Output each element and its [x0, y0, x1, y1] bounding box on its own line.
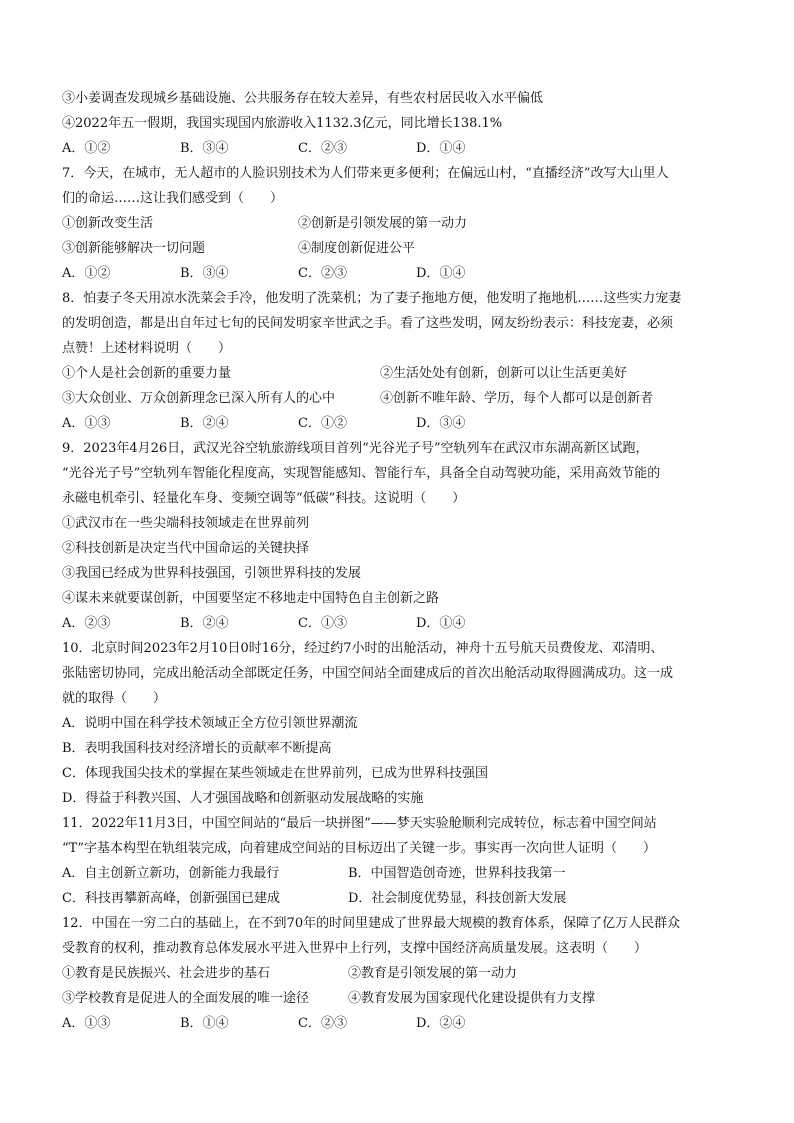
- q8-option-b[interactable]: B．②④: [180, 416, 229, 431]
- q7-statements-row-1: [62, 211, 734, 236]
- q7-statement-3: ③创新能够解决一切问题: [62, 241, 206, 256]
- q7-stem-line-2: 们的命运……这让我们感受到（ ）: [62, 191, 284, 206]
- q6-options: [62, 136, 734, 161]
- q8-option-a[interactable]: A．①③: [62, 416, 111, 431]
- q7-option-a[interactable]: A．①②: [62, 266, 111, 281]
- q8-stem-line-2: 的发明创造，都是出自年过七旬的民间发明家辛世武之手。看了这些发明，网友纷纷表示：科技宠妻，必须: [62, 316, 674, 331]
- q12-option-c[interactable]: C．②③: [298, 1016, 347, 1031]
- q12-statements-row-2: [62, 986, 734, 1011]
- q11-options-row-1: [62, 861, 734, 886]
- q10-stem-line-2: 张陆密切协同，完成出舱活动全部既定任务，中国空间站全面建成后的首次出舱活动取得圆满成功。这一成: [62, 666, 674, 681]
- question-content: [62, 86, 734, 1036]
- q12-statement-1: ①教育是民族振兴、社会进步的基石: [62, 966, 271, 981]
- q7-option-b[interactable]: B．③④: [180, 266, 229, 281]
- q11-options-row-2: [62, 886, 734, 911]
- q9-stem-line-2: “光谷光子号”空轨列车智能化程度高，实现智能感知、智能行车，具备全自动驾驶功能，采用高效节能的: [62, 466, 661, 481]
- q6-option-a[interactable]: A．①②: [62, 141, 111, 156]
- q7-option-c[interactable]: C．②③: [298, 266, 347, 281]
- q9-options: [62, 611, 734, 636]
- q9-stem-line-1: 9．2023年4月26日，武汉光谷空轨旅游线项目首列“光谷光子号”空轨列车在武汉市东湖高新区试跑，: [62, 441, 649, 456]
- q8-statements-row-1: [62, 361, 734, 386]
- q8-option-c[interactable]: C．①②: [298, 416, 347, 431]
- q9-statement-2: ②科技创新是决定当代中国命运的关键抉择: [62, 541, 310, 556]
- q8-stem-line-1: 8．怕妻子冬天用凉水洗菜会手冷，他发明了洗菜机；为了妻子拖地方便，他发明了拖地机……这些实力宠妻: [62, 291, 682, 306]
- q12-option-b[interactable]: B．①④: [180, 1016, 229, 1031]
- q8-options: [62, 411, 734, 436]
- q8-statement-4: ④创新不唯年龄、学历，每个人都可以是创新者: [380, 391, 654, 406]
- q10-option-a[interactable]: A．说明中国在科学技术领域正全方位引领世界潮流: [62, 716, 358, 731]
- q9-option-d[interactable]: D．①④: [416, 616, 466, 631]
- q7-statement-4: ④制度创新促进公平: [298, 241, 416, 256]
- q11-option-b[interactable]: B．中国智造创奇迹，世界科技我第一: [348, 866, 566, 881]
- q7-statement-2: ②创新是引领发展的第一动力: [298, 216, 468, 231]
- q12-options: [62, 1011, 734, 1036]
- q10-stem-line-3: 就的取得（ ）: [62, 691, 167, 706]
- q12-statement-3: ③学校教育是促进人的全面发展的唯一途径: [62, 991, 310, 1006]
- q8-statement-1: ①个人是社会创新的重要力量: [62, 366, 232, 381]
- q6-option-b[interactable]: B．③④: [180, 141, 229, 156]
- q8-statement-3: ③大众创业、万众创新理念已深入所有人的心中: [62, 391, 336, 406]
- q6-statement-4: ④2022年五一假期，我国实现国内旅游收入1132.3亿元，同比增长138.1%: [62, 116, 503, 131]
- q12-stem-line-1: 12．中国在一穷二白的基础上，在不到70年的时间里建成了世界最大规模的教育体系，保障了亿万人民群众: [62, 916, 681, 931]
- q8-statement-2: ②生活处处有创新，创新可以让生活更美好: [380, 366, 628, 381]
- q7-statement-1: ①创新改变生活: [62, 216, 154, 231]
- q9-statement-3: ③我国已经成为世界科技强国，引领世界科技的发展: [62, 566, 362, 581]
- q12-statements-row-1: [62, 961, 734, 986]
- q11-option-c[interactable]: C．科技再攀新高峰，创新强国已建成: [62, 891, 280, 906]
- q9-option-b[interactable]: B．②④: [180, 616, 229, 631]
- q9-option-c[interactable]: C．①③: [298, 616, 347, 631]
- q9-option-a[interactable]: A．②③: [62, 616, 111, 631]
- q8-option-d[interactable]: D．③④: [416, 416, 466, 431]
- q11-option-d[interactable]: D．社会制度优势显，科技创新大发展: [348, 891, 567, 906]
- q9-statement-1: ①武汉市在一些尖端科技领域走在世界前列: [62, 516, 310, 531]
- q12-statement-4: ④教育发展为国家现代化建设提供有力支撑: [348, 991, 596, 1006]
- q7-option-d[interactable]: D．①④: [416, 266, 466, 281]
- q11-stem-line-2: “T”字基本构型在轨组装完成，向着建成空间站的目标迈出了关键一步。事实再一次向世人证明（ ）: [62, 841, 656, 856]
- q7-options: [62, 261, 734, 286]
- q11-option-a[interactable]: A．自主创新立新功，创新能力我最行: [62, 866, 280, 881]
- q12-stem-line-2: 受教育的权利，推动教育总体发展水平进入世界中上行列，支撑中国经济高质量发展。这表明（ ）: [62, 941, 648, 956]
- q10-option-c[interactable]: C．体现我国尖技术的掌握在某些领域走在世界前列，已成为世界科技强国: [62, 766, 488, 781]
- q6-statement-3: ③小姜调查发现城乡基础设施、公共服务存在较大差异，有些农村居民收入水平偏低: [62, 91, 544, 106]
- q10-stem-line-1: 10．北京时间2023年2月10日0时16分，经过约7小时的出舱活动，神舟十五号航天员费俊龙、邓清明、: [62, 641, 664, 656]
- q10-option-b[interactable]: B．表明我国科技对经济增长的贡献率不断提高: [62, 741, 332, 756]
- q9-statement-4: ④谋未来就要谋创新，中国要坚定不移地走中国特色自主创新之路: [62, 591, 440, 606]
- q12-option-a[interactable]: A．①③: [62, 1016, 111, 1031]
- q10-option-d[interactable]: D．得益于科教兴国、人才强国战略和创新驱动发展战略的实施: [62, 791, 424, 806]
- q12-statement-2: ②教育是引领发展的第一动力: [348, 966, 518, 981]
- q9-stem-line-3: 永磁电机牵引、轻量化车身、变频空调等“低碳”科技。这说明（ ）: [62, 491, 466, 506]
- q11-stem-line-1: 11．2022年11月3日，中国空间站的“最后一块拼图”——梦天实验舱顺利完成转位，标志着中国空间站: [62, 816, 657, 831]
- q6-option-c[interactable]: C．②③: [298, 141, 347, 156]
- q6-option-d[interactable]: D．①④: [416, 141, 466, 156]
- q7-stem-line-1: 7．今天，在城市，无人超市的人脸识别技术为人们带来更多便利；在偏远山村，“直播经济”改写大山里人: [62, 166, 669, 181]
- q12-option-d[interactable]: D．②④: [416, 1016, 466, 1031]
- q7-statements-row-2: [62, 236, 734, 261]
- q8-statements-row-2: [62, 386, 734, 411]
- q8-stem-line-3: 点赞！上述材料说明（ ）: [62, 341, 232, 356]
